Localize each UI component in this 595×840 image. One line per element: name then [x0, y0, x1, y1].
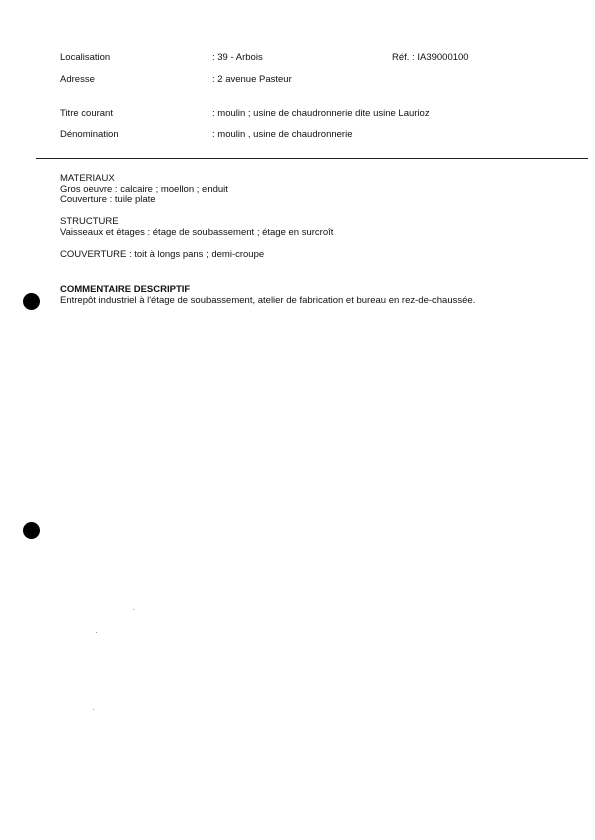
scan-speck — [93, 709, 94, 710]
materiaux-couverture: Couverture : tuile plate — [60, 194, 156, 205]
commentaire-section — [60, 285, 475, 306]
structure-title: STRUCTURE — [60, 216, 119, 227]
scan-speck — [133, 609, 134, 610]
adresse-label: Adresse — [60, 74, 95, 85]
materiaux-title: MATERIAUX — [60, 173, 115, 184]
punch-hole-bottom — [23, 522, 40, 539]
punch-hole-top — [23, 293, 40, 310]
titre-courant-value: : moulin ; usine de chaudronnerie dite usine Laurioz — [212, 108, 430, 119]
header-divider — [36, 158, 588, 159]
structure-section — [60, 217, 333, 238]
scan-speck — [96, 632, 97, 633]
adresse-value: : 2 avenue Pasteur — [212, 74, 292, 85]
couverture-text: COUVERTURE : toit à longs pans ; demi-croupe — [60, 249, 265, 260]
localisation-value: : 39 - Arbois — [212, 52, 263, 63]
commentaire-text: Entrepôt industriel à l'étage de soubassement, atelier de fabrication et bureau en rez-de-chaussée. — [60, 294, 476, 306]
couverture-section — [60, 250, 264, 261]
commentaire-title: COMMENTAIRE DESCRIPTIF — [60, 284, 191, 295]
materiaux-section — [60, 174, 228, 206]
materiaux-gros-oeuvre: Gros oeuvre : calcaire ; moellon ; enduit — [60, 183, 228, 195]
reference-number: Réf. : IA39000100 — [392, 52, 469, 63]
structure-vaisseaux: Vaisseaux et étages : étage de soubassement ; étage en surcroît — [60, 226, 334, 238]
denomination-label: Dénomination — [60, 129, 119, 140]
localisation-label: Localisation — [60, 52, 111, 63]
titre-courant-label: Titre courant — [60, 108, 113, 119]
denomination-value: : moulin , usine de chaudronnerie — [212, 129, 353, 140]
